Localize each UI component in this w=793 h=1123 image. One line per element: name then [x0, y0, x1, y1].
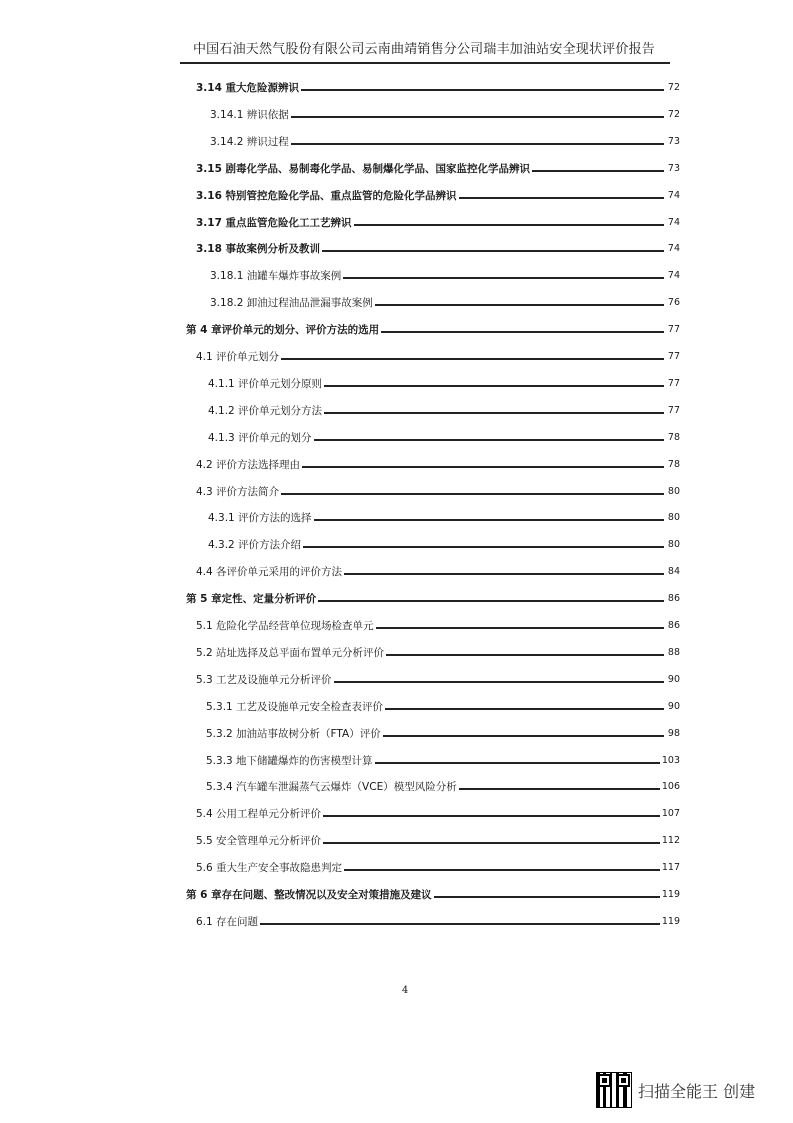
- toc-leader-line: [375, 304, 664, 306]
- toc-leader-line: [323, 842, 660, 844]
- toc-entry[interactable]: [196, 672, 680, 688]
- toc-leader-line: [322, 250, 664, 252]
- toc-entry[interactable]: [186, 887, 680, 903]
- toc-entry-title: 3.16 特别管控危险化学品、重点监管的危险化学品辨识: [196, 189, 457, 202]
- toc-leader-line: [323, 815, 660, 817]
- scanner-watermark: [596, 1070, 755, 1110]
- toc-entry[interactable]: [210, 295, 680, 311]
- toc-entry[interactable]: [196, 80, 680, 96]
- toc-entry-page: 77: [667, 377, 680, 389]
- toc-entry-title: 5.2 站址选择及总平面布置单元分析评价: [196, 646, 385, 659]
- toc-entry[interactable]: [196, 241, 680, 257]
- toc-entry[interactable]: [208, 510, 680, 526]
- toc-leader-line: [459, 788, 660, 790]
- toc-entry-title: 4.3.2 评价方法介绍: [208, 539, 302, 552]
- toc-entry[interactable]: [186, 322, 680, 338]
- toc-entry-page: 72: [667, 108, 680, 120]
- toc-entry[interactable]: [196, 564, 680, 580]
- toc-entry-title: 5.5 安全管理单元分析评价: [196, 835, 322, 848]
- toc-entry-title: 3.14 重大危险源辨识: [196, 82, 300, 94]
- toc-entry-page: 78: [667, 458, 680, 470]
- toc-leader-line: [260, 923, 660, 925]
- toc-leader-line: [383, 735, 664, 737]
- toc-entry[interactable]: [210, 107, 680, 123]
- page-number: 4: [401, 985, 409, 996]
- watermark-text: 扫描全能王 创建: [638, 1081, 756, 1101]
- toc-entry-title: 5.1 危险化学品经营单位现场检查单元: [196, 620, 374, 632]
- toc-entry-title: 5.3.2 加油站事故树分析（FTA）评价: [206, 727, 381, 740]
- toc-leader-line: [343, 277, 664, 279]
- toc-entry[interactable]: [196, 914, 680, 930]
- toc-leader-line: [291, 143, 664, 145]
- toc-entry-page: 73: [667, 135, 680, 147]
- toc-entry-page: 98: [667, 727, 680, 739]
- toc-entry[interactable]: [196, 161, 680, 177]
- toc-entry-title: 5.6 重大生产安全事故隐患判定: [196, 862, 343, 875]
- toc-leader-line: [281, 493, 664, 495]
- toc-entry-page: 86: [667, 620, 680, 631]
- toc-entry-page: 77: [667, 324, 680, 336]
- toc-leader-line: [459, 197, 664, 199]
- toc-entry-page: 119: [661, 915, 680, 927]
- toc-entry[interactable]: [206, 699, 680, 715]
- toc-entry-page: 80: [667, 512, 680, 524]
- toc-entry-title: 4.3 评价方法简介: [196, 485, 280, 498]
- toc-leader-line: [334, 681, 664, 683]
- toc-entry[interactable]: [206, 779, 680, 795]
- toc-entry[interactable]: [208, 430, 680, 446]
- toc-entry-page: 90: [667, 700, 680, 712]
- toc-entry-title: 3.18.1 油罐车爆炸事故案例: [210, 270, 342, 283]
- toc-entry-title: 4.4 各评价单元采用的评价方法: [196, 566, 343, 579]
- toc-entry[interactable]: [206, 726, 680, 742]
- toc-entry-title: 第 6 章存在问题、整改情况以及安全对策措施及建议: [186, 889, 432, 901]
- toc-entry-page: 74: [667, 270, 680, 282]
- toc-entry-title: 4.1.3 评价单元的划分: [208, 431, 312, 444]
- toc-leader-line: [381, 331, 664, 333]
- toc-leader-line: [434, 896, 660, 898]
- toc-entry[interactable]: [196, 457, 680, 473]
- toc-entry-page: 80: [667, 485, 680, 497]
- toc-leader-line: [376, 627, 664, 629]
- toc-entry[interactable]: [186, 591, 680, 607]
- toc-entry-title: 3.15 剧毒化学品、易制毒化学品、易制爆化学品、国家监控化学品辨识: [196, 162, 531, 175]
- toc-entry-title: 4.1 评价单元划分: [196, 351, 280, 363]
- toc-entry-title: 5.3 工艺及设施单元分析评价: [196, 673, 332, 686]
- toc-entry-page: 78: [667, 431, 680, 443]
- toc-entry[interactable]: [196, 806, 680, 822]
- toc-entry[interactable]: [208, 376, 680, 392]
- toc-entry-page: 76: [667, 297, 680, 309]
- toc-entry-page: 77: [667, 404, 680, 416]
- toc-leader-line: [386, 654, 664, 656]
- toc-leader-line: [324, 412, 664, 414]
- toc-leader-line: [318, 600, 664, 602]
- toc-leader-line: [324, 385, 664, 387]
- toc-entry-title: 5.3.1 工艺及设施单元安全检查表评价: [206, 700, 384, 713]
- toc-entry-page: 74: [667, 216, 680, 228]
- toc-entry-page: 90: [667, 673, 680, 685]
- toc-entry[interactable]: [208, 403, 680, 419]
- toc-leader-line: [314, 519, 664, 521]
- toc-entry-page: 117: [661, 862, 680, 874]
- toc-leader-line: [314, 439, 664, 441]
- toc-entry-title: 第 5 章定性、定量分析评价: [186, 593, 317, 606]
- toc-entry-page: 73: [667, 162, 680, 174]
- toc-leader-line: [291, 116, 664, 118]
- toc-entry-title: 5.3.3 地下储罐爆炸的伤害模型计算: [206, 754, 373, 767]
- qr-code-icon: [596, 1072, 632, 1108]
- toc-entry-page: 72: [667, 82, 680, 93]
- toc-entry[interactable]: [210, 134, 680, 150]
- toc-leader-line: [532, 170, 664, 172]
- toc-entry-page: 106: [661, 781, 680, 793]
- toc-entry[interactable]: [210, 268, 680, 284]
- toc-entry-title: 6.1 存在问题: [196, 915, 259, 928]
- toc-entry[interactable]: [196, 215, 680, 231]
- toc-entry-title: 第 4 章评价单元的划分、评价方法的选用: [186, 324, 380, 337]
- toc-entry-title: 3.14.2 辨识过程: [210, 135, 289, 148]
- toc-entry-page: 103: [661, 754, 680, 766]
- toc-entry-title: 3.18.2 卸油过程油品泄漏事故案例: [210, 297, 373, 310]
- toc-entry[interactable]: [196, 349, 680, 365]
- toc-entry-title: 4.3.1 评价方法的选择: [208, 512, 312, 525]
- toc-entry[interactable]: [206, 753, 680, 769]
- toc-entry-title: 3.18 事故案例分析及教训: [196, 243, 321, 256]
- toc-leader-line: [344, 573, 664, 575]
- toc-leader-line: [375, 762, 660, 764]
- toc-leader-line: [281, 358, 664, 360]
- toc-entry-page: 74: [667, 243, 680, 255]
- toc-entry-page: 112: [661, 835, 680, 847]
- toc-entry[interactable]: [196, 833, 680, 849]
- toc-entry-page: 77: [667, 351, 680, 362]
- toc-entry-page: 86: [667, 593, 680, 605]
- toc-leader-line: [303, 546, 664, 548]
- toc-leader-line: [344, 869, 660, 871]
- toc-entry-page: 119: [661, 889, 680, 900]
- toc-entry-title: 5.3.4 汽车罐车泄漏蒸气云爆炸（VCE）模型风险分析: [206, 781, 457, 794]
- toc-entry[interactable]: [196, 618, 680, 634]
- toc-entry-page: 84: [667, 566, 680, 578]
- toc-entry-title: 4.1.1 评价单元划分原则: [208, 377, 323, 390]
- toc-entry-title: 4.1.2 评价单元划分方法: [208, 404, 323, 417]
- toc-entry[interactable]: [208, 537, 680, 553]
- toc-leader-line: [301, 89, 664, 91]
- toc-entry-page: 107: [661, 808, 680, 820]
- toc-leader-line: [385, 708, 664, 710]
- toc-entry-page: 88: [667, 646, 680, 658]
- toc-entry-title: 4.2 评价方法选择理由: [196, 458, 301, 471]
- toc-entry[interactable]: [196, 188, 680, 204]
- toc-entry-title: 5.4 公用工程单元分析评价: [196, 808, 322, 821]
- toc-entry[interactable]: [196, 645, 680, 661]
- toc-entry-page: 74: [667, 189, 680, 201]
- page-header-title: 中国石油天然气股份有限公司云南曲靖销售分公司瑞丰加油站安全现状评价报告: [192, 42, 655, 57]
- toc-entry-title: 3.17 重点监管危险化工工艺辨识: [196, 216, 352, 229]
- toc-entry[interactable]: [196, 860, 680, 876]
- toc-entry[interactable]: [196, 484, 680, 500]
- toc-entry-page: 80: [667, 539, 680, 551]
- toc-entry-title: 3.14.1 辨识依据: [210, 108, 289, 121]
- toc-leader-line: [302, 466, 664, 468]
- toc-leader-line: [354, 224, 664, 226]
